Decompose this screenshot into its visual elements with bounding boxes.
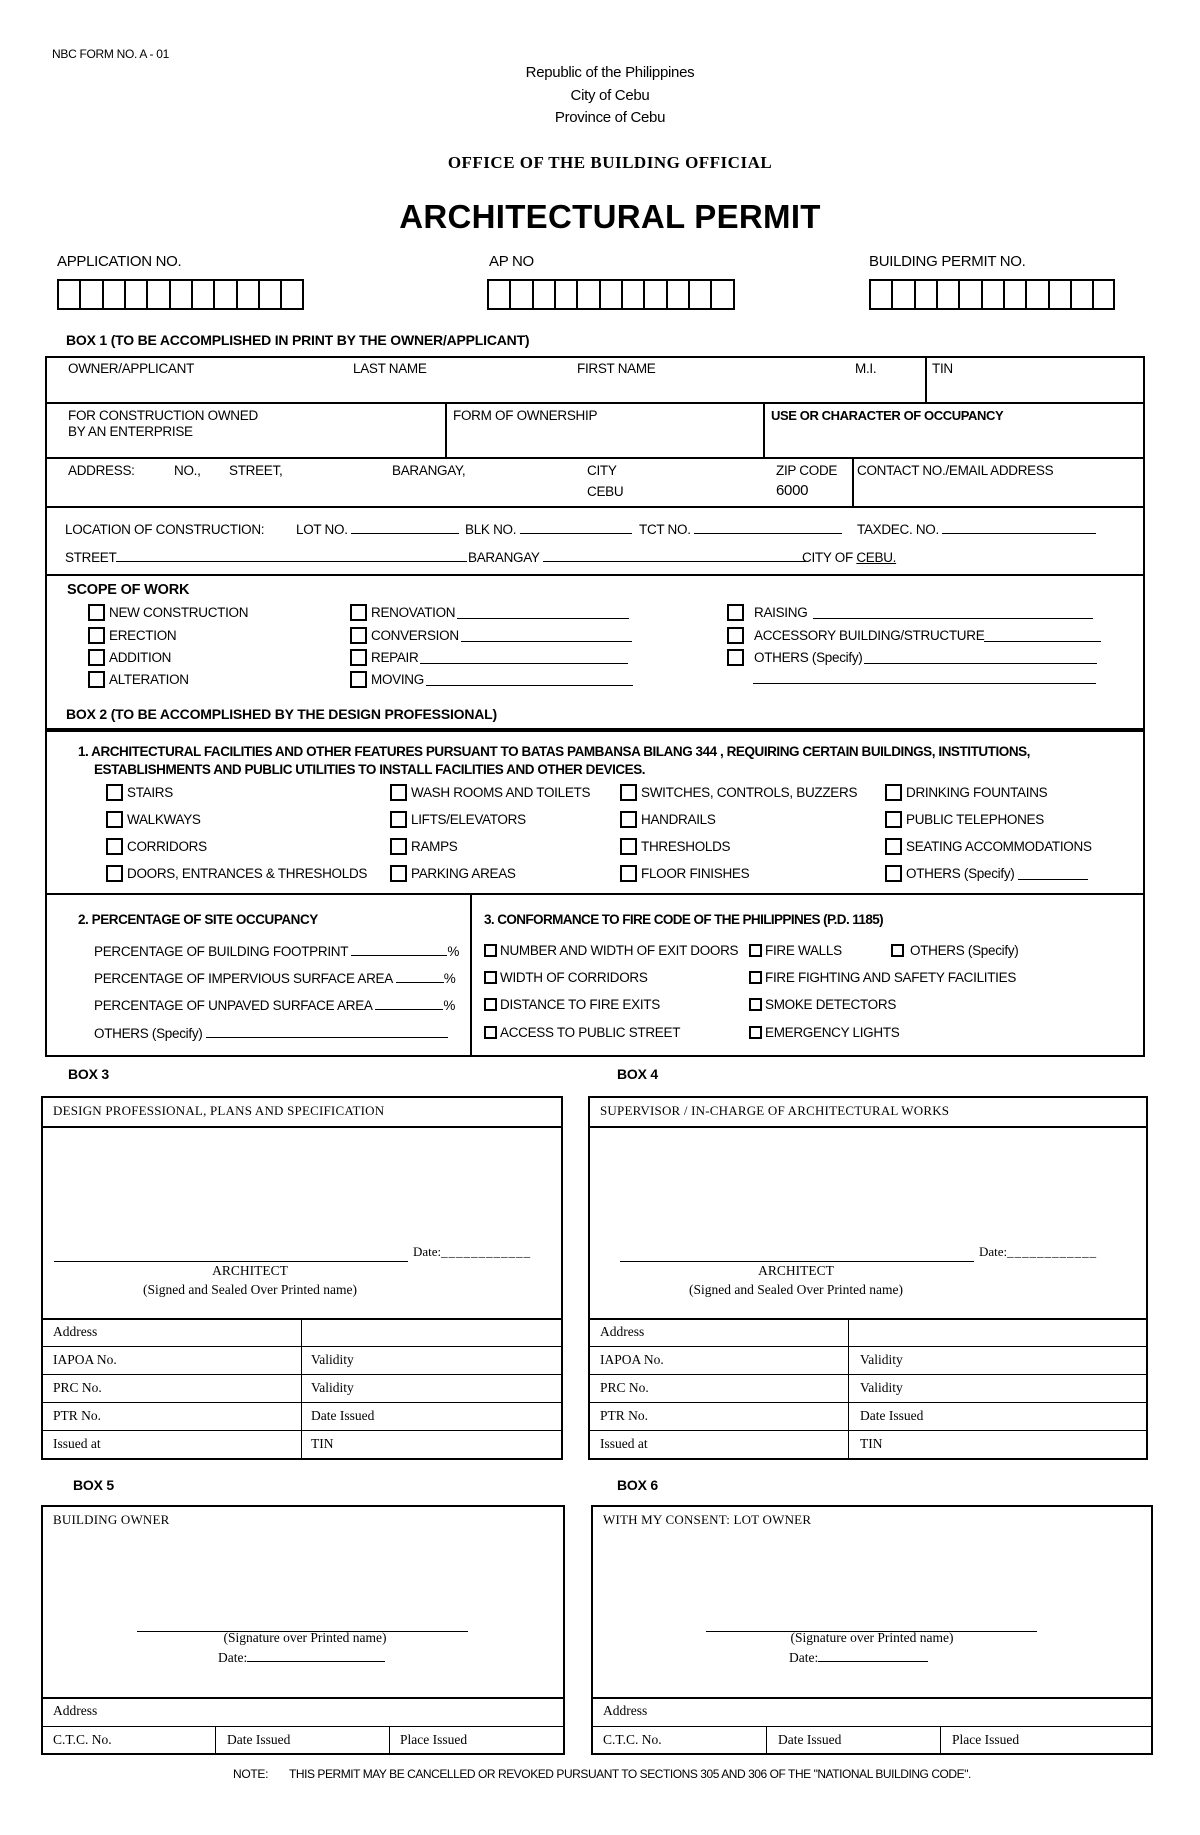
divider (45, 574, 1145, 576)
checkbox[interactable] (620, 865, 637, 882)
divider (445, 402, 447, 457)
ap-no-field[interactable] (487, 279, 735, 310)
republic-line: Republic of the Philippines (525, 64, 695, 81)
box5-address[interactable]: Address (53, 1703, 98, 1718)
scope-alteration[interactable]: ALTERATION (88, 671, 189, 688)
facility-lifts[interactable]: LIFTS/ELEVATORS (390, 811, 526, 828)
use-or-character-label: USE OR CHARACTER OF OCCUPANCY (771, 408, 1004, 423)
application-no-label: APPLICATION NO. (57, 253, 182, 270)
box5-place-issued[interactable]: Place Issued (400, 1732, 468, 1747)
divider (45, 402, 1145, 404)
checkbox[interactable] (350, 604, 367, 621)
divider (763, 402, 765, 457)
owner-applicant-label: OWNER/APPLICANT (68, 361, 195, 376)
address-city-label: CITY (587, 463, 617, 478)
facilities-title-line1: 1. ARCHITECTURAL FACILITIES AND OTHER FEATURES PURSUANT TO BATAS PAMBANSA BILANG 344 , REQUIRING CERTAIN BUILDINGS, INSTITUTIONS, (78, 744, 1030, 759)
checkbox[interactable] (749, 1026, 762, 1039)
box6-address[interactable]: Address (603, 1703, 648, 1718)
page-title: ARCHITECTURAL PERMIT (399, 198, 821, 235)
blk-no-field[interactable] (465, 522, 632, 538)
checkbox[interactable] (88, 671, 105, 688)
box4-heading: BOX 4 (617, 1066, 659, 1082)
scope-raising[interactable]: RAISING (727, 604, 1093, 621)
address-street-label: STREET, (229, 463, 283, 478)
box3-ptr[interactable]: PTR No. (53, 1408, 102, 1423)
lot-no-label: LOT NO. (296, 522, 348, 537)
first-name-label: FIRST NAME (577, 361, 656, 376)
box6-date-field[interactable]: Date: (789, 1650, 928, 1666)
building-permit-no-label: BUILDING PERMIT NO. (869, 253, 1026, 270)
facility-stairs[interactable]: STAIRS (106, 784, 173, 801)
box4-tin[interactable]: TIN (860, 1436, 883, 1451)
divider (925, 356, 927, 402)
box4-role: ARCHITECT (758, 1263, 834, 1278)
box5-ctc-no[interactable]: C.T.C. No. (53, 1732, 112, 1747)
box3-date-field[interactable]: Date:____________ (413, 1244, 532, 1259)
checkbox[interactable] (484, 944, 497, 957)
scope-conversion[interactable]: CONVERSION (350, 627, 632, 644)
taxdec-no-field[interactable] (857, 522, 1096, 538)
facility-floor-finishes[interactable]: FLOOR FINISHES (620, 865, 749, 882)
box6-title: WITH MY CONSENT: LOT OWNER (603, 1512, 812, 1527)
checkbox[interactable] (88, 604, 105, 621)
fire-others[interactable]: OTHERS (Specify) (891, 943, 1018, 958)
box3-address[interactable]: Address (53, 1324, 98, 1339)
checkbox[interactable] (727, 649, 744, 666)
checkbox[interactable] (106, 811, 123, 828)
box3-heading: BOX 3 (68, 1066, 110, 1082)
fire-access-street[interactable]: ACCESS TO PUBLIC STREET (484, 1025, 680, 1040)
fire-exit-doors[interactable]: NUMBER AND WIDTH OF EXIT DOORS (484, 943, 738, 958)
building-footprint-field[interactable]: PERCENTAGE OF BUILDING FOOTPRINT % (94, 944, 460, 959)
box4-signed-caption: (Signed and Sealed Over Printed name) (688, 1282, 904, 1297)
facility-ramps[interactable]: RAMPS (390, 838, 458, 855)
box3-iapoa[interactable]: IAPOA No. (53, 1352, 117, 1367)
divider (470, 893, 472, 1057)
divider (940, 1726, 941, 1755)
fire-distance-exits[interactable]: DISTANCE TO FIRE EXITS (484, 997, 660, 1012)
box2-heading: BOX 2 (TO BE ACCOMPLISHED BY THE DESIGN PROFESSIONAL) (66, 706, 497, 722)
divider (588, 1318, 1148, 1320)
last-name-label: LAST NAME (353, 361, 427, 376)
divider (41, 1402, 563, 1403)
scope-repair[interactable]: REPAIR (350, 649, 628, 666)
blk-no-label: BLK NO. (465, 522, 517, 537)
facility-doors[interactable]: DOORS, ENTRANCES & THRESHOLDS (106, 865, 367, 882)
divider (588, 1374, 1148, 1375)
box3-validity2[interactable]: Validity (311, 1380, 354, 1395)
facilities-title-line2: ESTABLISHMENTS AND PUBLIC UTILITIES TO INSTALL FACILITIES AND OTHER DEVICES. (94, 762, 646, 777)
box3-tin[interactable]: TIN (311, 1436, 334, 1451)
checkbox[interactable] (620, 838, 637, 855)
checkbox[interactable] (891, 944, 904, 957)
box6-ctc-no[interactable]: C.T.C. No. (603, 1732, 662, 1747)
facility-public-telephones[interactable]: PUBLIC TELEPHONES (885, 811, 1044, 828)
box3-prc[interactable]: PRC No. (53, 1380, 102, 1395)
address-label: ADDRESS: (68, 463, 135, 478)
city-of-label: CITY OF (802, 550, 853, 565)
fire-fighting-facilities[interactable]: FIRE FIGHTING AND SAFETY FACILITIES (749, 970, 1016, 985)
divider (588, 1430, 1148, 1431)
box4-validity1[interactable]: Validity (860, 1352, 903, 1367)
divider (41, 1430, 563, 1431)
checkbox[interactable] (390, 838, 407, 855)
divider (301, 1318, 302, 1460)
scope-others-line[interactable] (753, 672, 1096, 684)
scope-new-construction[interactable]: NEW CONSTRUCTION (88, 604, 248, 621)
divider (588, 1126, 1148, 1128)
mi-label: M.I. (855, 361, 877, 376)
checkbox[interactable] (390, 865, 407, 882)
box3-signature-line[interactable] (54, 1250, 408, 1262)
checkbox[interactable] (106, 865, 123, 882)
box4-prc[interactable]: PRC No. (600, 1380, 649, 1395)
checkbox[interactable] (484, 998, 497, 1011)
barangay-label: BARANGAY (468, 550, 540, 565)
checkbox[interactable] (88, 649, 105, 666)
enterprise-label-line2: BY AN ENTERPRISE (68, 424, 193, 439)
city-of-field (802, 550, 896, 566)
box4-iapoa[interactable]: IAPOA No. (600, 1352, 664, 1367)
box4-address[interactable]: Address (600, 1324, 645, 1339)
application-no-field[interactable] (57, 279, 304, 310)
box5-title: BUILDING OWNER (53, 1512, 170, 1527)
tin-label: TIN (932, 361, 953, 376)
checkbox[interactable] (885, 811, 902, 828)
box1-heading: BOX 1 (TO BE ACCOMPLISHED IN PRINT BY THE OWNER/APPLICANT) (66, 332, 530, 348)
lot-no-field[interactable] (296, 522, 459, 538)
city-line: City of Cebu (570, 87, 650, 104)
box3-date-issued[interactable]: Date Issued (311, 1408, 375, 1423)
fire-emergency-lights[interactable]: EMERGENCY LIGHTS (749, 1025, 899, 1040)
box6-heading: BOX 6 (617, 1477, 659, 1493)
checkbox[interactable] (484, 1026, 497, 1039)
checkbox[interactable] (620, 811, 637, 828)
office-title: OFFICE OF THE BUILDING OFFICIAL (447, 153, 773, 172)
address-barangay-label: BARANGAY, (392, 463, 466, 478)
box3-validity1[interactable]: Validity (311, 1352, 354, 1367)
box4-ptr[interactable]: PTR No. (600, 1408, 649, 1423)
divider (41, 1726, 565, 1727)
checkbox[interactable] (885, 838, 902, 855)
unpaved-surface-field[interactable]: PERCENTAGE OF UNPAVED SURFACE AREA % (94, 998, 456, 1013)
fire-width-corridors[interactable]: WIDTH OF CORRIDORS (484, 970, 648, 985)
divider (41, 1346, 563, 1347)
divider (41, 1697, 565, 1699)
divider (41, 1374, 563, 1375)
divider (591, 1697, 1153, 1699)
scope-accessory-building[interactable]: ACCESSORY BUILDING/STRUCTURE (727, 627, 1101, 644)
form-of-ownership-label: FORM OF OWNERSHIP (453, 408, 598, 423)
checkbox[interactable] (885, 865, 902, 882)
box3-role: ARCHITECT (212, 1263, 288, 1278)
tct-no-label: TCT NO. (639, 522, 691, 537)
form-number: NBC FORM NO. A - 01 (52, 47, 169, 61)
contact-label: CONTACT NO./EMAIL ADDRESS (857, 463, 1054, 478)
address-city-value: CEBU (587, 484, 624, 499)
city-of-value: CEBU. (856, 550, 897, 565)
facility-others[interactable]: OTHERS (Specify) (885, 865, 1088, 882)
note-label: NOTE: (233, 1767, 269, 1781)
impervious-surface-field[interactable]: PERCENTAGE OF IMPERVIOUS SURFACE AREA % (94, 971, 456, 986)
checkbox[interactable] (620, 784, 637, 801)
box4-signature-line[interactable] (620, 1250, 974, 1262)
scope-title: SCOPE OF WORK (67, 582, 190, 598)
checkbox[interactable] (350, 627, 367, 644)
checkbox[interactable] (350, 649, 367, 666)
barangay-field[interactable] (468, 550, 806, 566)
box4-title: SUPERVISOR / IN-CHARGE OF ARCHITECTURAL WORKS (600, 1103, 950, 1118)
box3-signed-caption: (Signed and Sealed Over Printed name) (142, 1282, 358, 1297)
occupancy-title: 2. PERCENTAGE OF SITE OCCUPANCY (78, 912, 318, 927)
box6-place-issued[interactable]: Place Issued (952, 1732, 1020, 1747)
location-label: LOCATION OF CONSTRUCTION: (65, 522, 265, 537)
scope-addition[interactable]: ADDITION (88, 649, 171, 666)
divider (389, 1726, 390, 1755)
scope-renovation[interactable]: RENOVATION (350, 604, 629, 621)
facility-switches[interactable]: SWITCHES, CONTROLS, BUZZERS (620, 784, 857, 801)
facility-handrails[interactable]: HANDRAILS (620, 811, 716, 828)
box3-title: DESIGN PROFESSIONAL, PLANS AND SPECIFICATION (53, 1103, 385, 1118)
checkbox[interactable] (390, 811, 407, 828)
checkbox[interactable] (106, 784, 123, 801)
occupancy-others-field[interactable]: OTHERS (Specify) (94, 1026, 448, 1042)
fire-smoke-detectors[interactable]: SMOKE DETECTORS (749, 997, 896, 1012)
facility-seating[interactable]: SEATING ACCOMMODATIONS (885, 838, 1092, 855)
taxdec-no-label: TAXDEC. NO. (857, 522, 939, 537)
divider (588, 1346, 1148, 1347)
divider (45, 893, 1145, 895)
checkbox[interactable] (749, 944, 762, 957)
divider (41, 1126, 563, 1128)
divider (852, 457, 854, 506)
street-field[interactable] (65, 550, 467, 566)
box6-date-issued[interactable]: Date Issued (778, 1732, 842, 1747)
box5-date-issued[interactable]: Date Issued (227, 1732, 291, 1747)
facility-corridors[interactable]: CORRIDORS (106, 838, 207, 855)
checkbox[interactable] (885, 784, 902, 801)
note-text: THIS PERMIT MAY BE CANCELLED OR REVOKED PURSUANT TO SECTIONS 305 AND 306 OF THE "NATIONAL BUILDING CODE". (289, 1767, 971, 1781)
divider (45, 457, 1145, 459)
facility-wash-rooms[interactable]: WASH ROOMS AND TOILETS (390, 784, 590, 801)
checkbox[interactable] (390, 784, 407, 801)
divider (41, 1318, 563, 1320)
checkbox[interactable] (749, 998, 762, 1011)
facility-parking[interactable]: PARKING AREAS (390, 865, 516, 882)
facility-thresholds[interactable]: THRESHOLDS (620, 838, 730, 855)
box5-signature-caption: (Signature over Printed name) (223, 1630, 387, 1645)
scope-erection[interactable]: ERECTION (88, 627, 176, 644)
address-no-label: NO., (174, 463, 201, 478)
checkbox[interactable] (106, 838, 123, 855)
province-line: Province of Cebu (554, 109, 666, 126)
fire-walls[interactable]: FIRE WALLS (749, 943, 842, 958)
box4-issued-at[interactable]: Issued at (600, 1436, 648, 1451)
building-permit-no-field[interactable] (869, 279, 1115, 310)
zip-code-value: 6000 (776, 482, 809, 499)
checkbox[interactable] (727, 627, 744, 644)
zip-code-label: ZIP CODE (776, 463, 838, 478)
divider (215, 1726, 216, 1755)
facility-walkways[interactable]: WALKWAYS (106, 811, 201, 828)
facility-drinking-fountains[interactable]: DRINKING FOUNTAINS (885, 784, 1047, 801)
fire-code-title: 3. CONFORMANCE TO FIRE CODE OF THE PHILIPPINES (P.D. 1185) (484, 912, 884, 927)
checkbox[interactable] (484, 971, 497, 984)
box6-signature-caption: (Signature over Printed name) (790, 1630, 954, 1645)
divider (591, 1726, 1153, 1727)
street-label: STREET (65, 550, 117, 565)
box4-validity2[interactable]: Validity (860, 1380, 903, 1395)
box4-date-field[interactable]: Date:____________ (979, 1244, 1098, 1259)
checkbox[interactable] (727, 604, 744, 621)
box3-issued-at[interactable]: Issued at (53, 1436, 101, 1451)
divider (588, 1402, 1148, 1403)
checkbox[interactable] (749, 971, 762, 984)
ap-no-label: AP NO (489, 253, 534, 270)
enterprise-label-line1: FOR CONSTRUCTION OWNED (68, 408, 258, 423)
box4-date-issued[interactable]: Date Issued (860, 1408, 924, 1423)
box5-heading: BOX 5 (73, 1477, 115, 1493)
checkbox[interactable] (88, 627, 105, 644)
tct-no-field[interactable] (639, 522, 842, 538)
divider (766, 1726, 767, 1755)
scope-others[interactable]: OTHERS (Specify) (727, 649, 1097, 666)
box5-date-field[interactable]: Date: (218, 1650, 385, 1666)
divider (848, 1318, 849, 1460)
checkbox[interactable] (350, 671, 367, 688)
scope-moving[interactable]: MOVING (350, 671, 633, 688)
divider (45, 506, 1145, 508)
